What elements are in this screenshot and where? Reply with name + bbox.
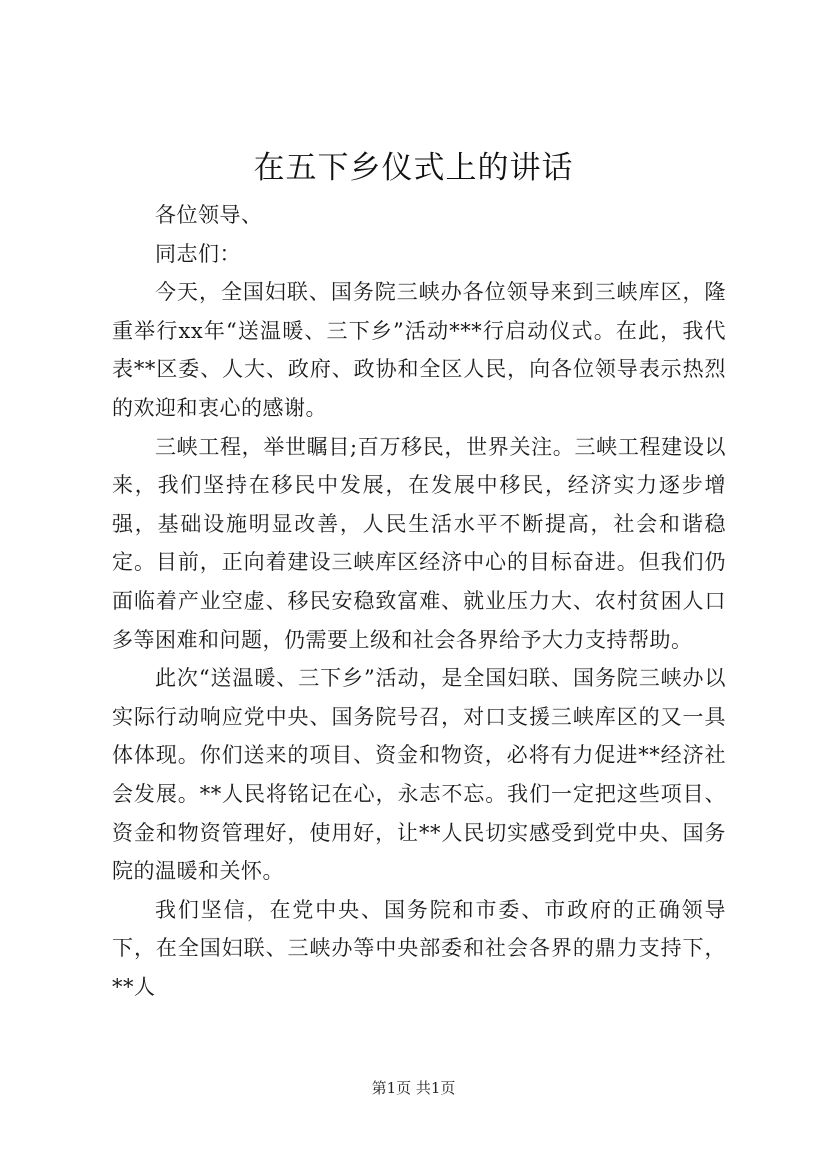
body-paragraph: 今天，全国妇联、国务院三峡办各位领导来到三峡库区，隆重举行xx年“送温暖、三下乡”活动***行启动仪式。在此，我代表**区委、人大、政府、政协和全区人民，向各位领导表示热烈的欢迎和衷心的感谢。	[112, 280, 726, 420]
salutation-line: 同志们：	[155, 241, 241, 266]
body-paragraph: 三峡工程，举世瞩目;百万移民，世界关注。三峡工程建设以来，我们坚持在移民中发展，在发展中移民，经济实力逐步增强，基础设施明显改善，人民生活水平不断提高，社会和谐稳定。目前，正向着建设三峡库区经济中心的目标奋进。但我们仍面临着产业空虚、移民安稳致富难、就业压力大、农村贫困人口多等困难和问题，仍需要上级和社会各界给予大力支持帮助。	[112, 434, 726, 652]
body-paragraph: 我们坚信，在党中央、国务院和市委、市政府的正确领导下，在全国妇联、三峡办等中央部委和社会各界的鼎力支持下，**人	[112, 897, 726, 999]
page-footer: 第1页 共1页	[371, 1079, 456, 1097]
document-body	[112, 196, 726, 1006]
document-title: 在五下乡仪式上的讲话	[253, 150, 574, 186]
body-paragraph: 此次“送温暖、三下乡”活动，是全国妇联、国务院三峡办以实际行动响应党中央、国务院号召，对口支援三峡库区的又一具体体现。你们送来的项目、资金和物资，必将有力促进**经济社会发展。**人民将铭记在心，永志不忘。我们一定把这些项目、资金和物资管理好，使用好，让**人民切实感受到党中央、国务院的温暖和关怀。	[112, 666, 726, 884]
salutation-line: 各位领导、	[155, 203, 263, 227]
